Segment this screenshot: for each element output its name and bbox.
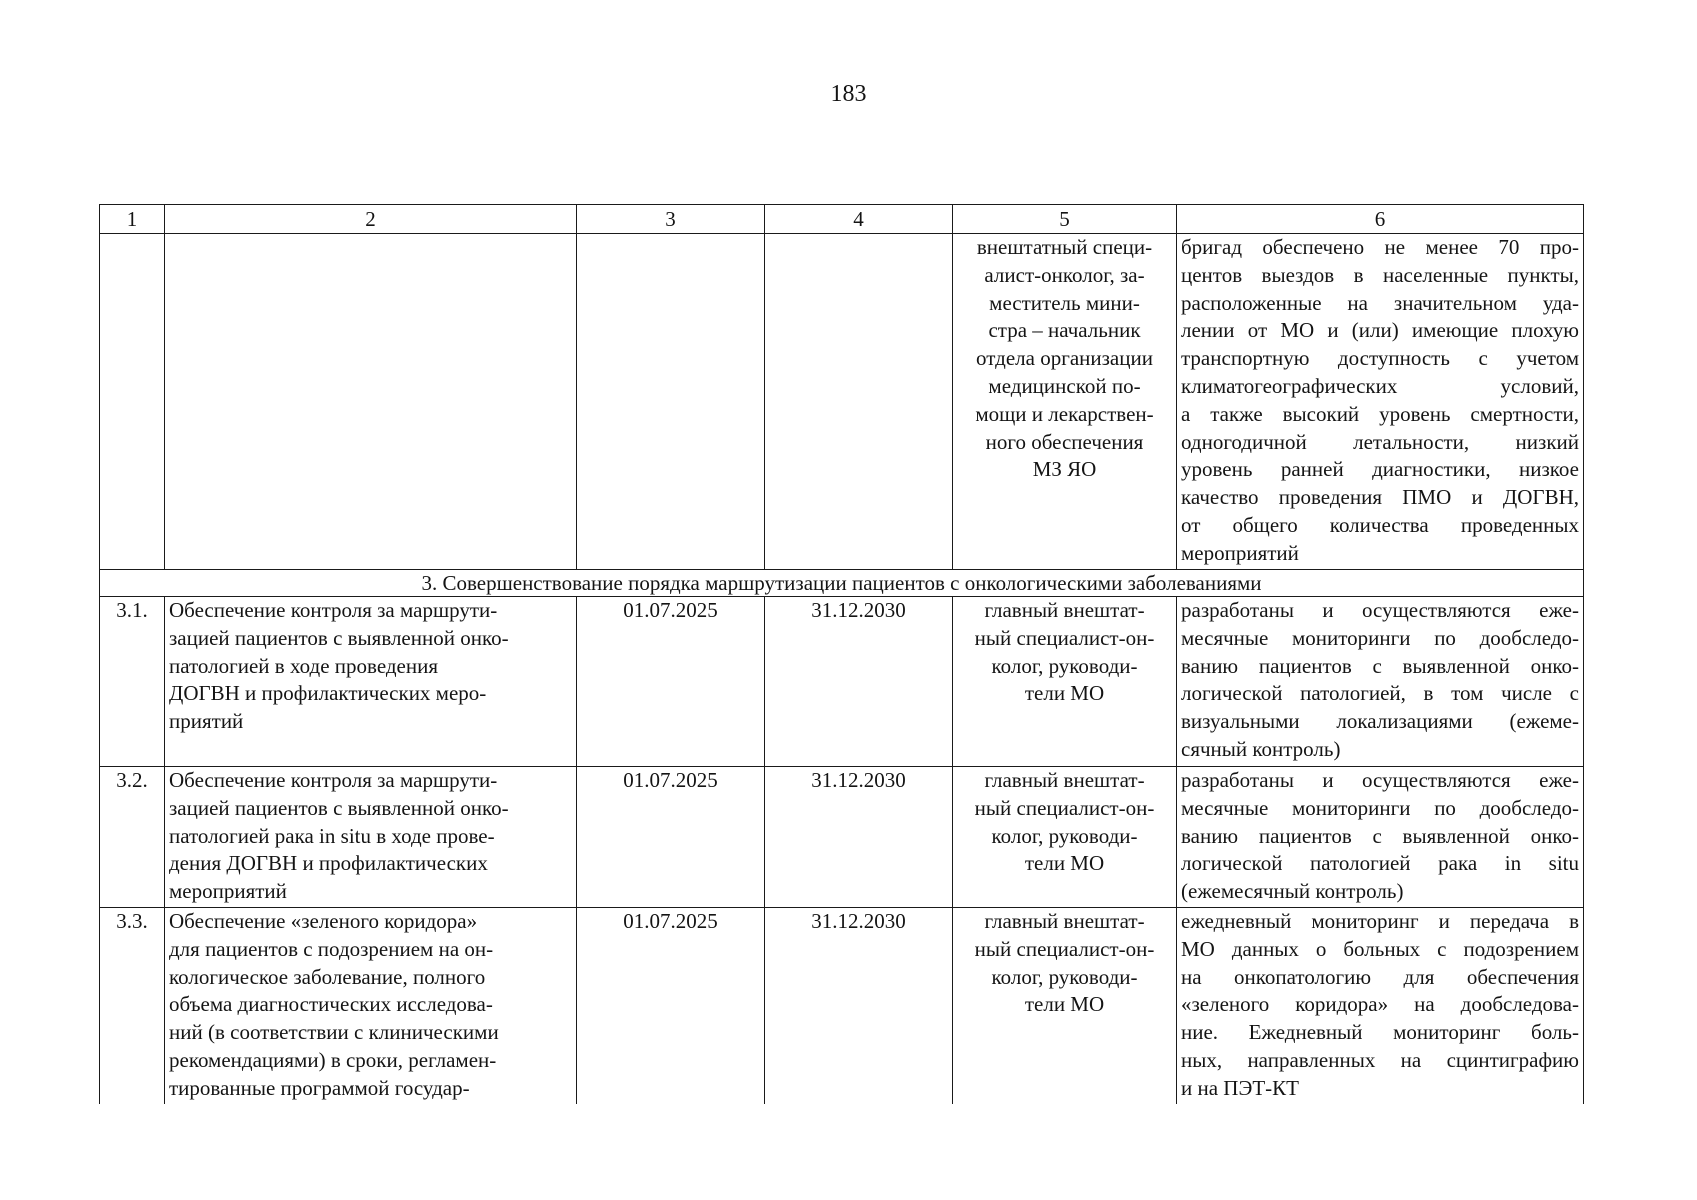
- cell-text-line: тированные программой государ-: [169, 1075, 470, 1100]
- row-start-date: 01.07.2025: [577, 908, 765, 1104]
- cell-text-line: тели МО: [1024, 681, 1105, 706]
- cell-text-line: транспортную доступность с учетом: [1181, 346, 1579, 371]
- cell-text-line: Обеспечение контроля за маршрути-: [169, 598, 498, 622]
- cell-text-line: рекомендациями) в сроки, регламен-: [169, 1047, 497, 1072]
- cell-text-line: кологическое заболевание, полного: [169, 964, 486, 989]
- row-end-date: 31.12.2030: [765, 908, 953, 1104]
- continuation-cell-result: [1177, 234, 1584, 570]
- cell-text-line: одногодичной летальности, низкий: [1181, 429, 1579, 454]
- cell-text-line: тели МО: [1024, 992, 1105, 1017]
- row-measure: [165, 597, 577, 767]
- row-end-date: 31.12.2030: [765, 767, 953, 908]
- row-responsible: [953, 767, 1177, 908]
- row-result: [1177, 767, 1584, 908]
- column-number-1: 1: [100, 205, 165, 234]
- cell-text-line: «зеленого коридора» на дообследова-: [1181, 992, 1579, 1017]
- cell-text-line: ного обеспечения: [985, 429, 1144, 454]
- cell-text-line: лении от МО и (или) имеющие плохую: [1181, 318, 1579, 343]
- cell-text-line: ный специалист-он-: [974, 625, 1155, 650]
- continuation-cell-num: [100, 234, 165, 570]
- cell-text-line: алист-онколог, за-: [984, 262, 1145, 287]
- cell-text-line: медицинской по-: [988, 373, 1141, 398]
- row-number: 3.3.: [100, 908, 165, 1104]
- cell-text-line: патологией в ходе проведения: [169, 653, 439, 678]
- cell-text-line: объема диагностических исследова-: [169, 992, 493, 1017]
- cell-text-line: Обеспечение контроля за маршрути-: [169, 768, 498, 792]
- cell-text-line: Обеспечение «зеленого коридора»: [169, 909, 478, 933]
- column-number-3: 3: [577, 205, 765, 234]
- cell-text-line: тели МО: [1024, 851, 1105, 876]
- cell-text-line: климатогеографических условий,: [1181, 373, 1579, 398]
- continuation-cell-responsible: [953, 234, 1177, 570]
- cell-text-line: ванию пациентов с выявленной онко-: [1181, 823, 1579, 848]
- column-number-4: 4: [765, 205, 953, 234]
- cell-text-line: главный внештат-: [984, 909, 1145, 933]
- cell-text-line: зацией пациентов с выявленной онко-: [169, 625, 509, 650]
- table-row: [100, 597, 1584, 767]
- cell-text-line: отдела организации: [976, 346, 1153, 371]
- section-row: [100, 570, 1584, 597]
- cell-text-line: на онкопатологию для обеспечения: [1181, 964, 1579, 989]
- cell-text-line: мероприятий: [1181, 540, 1299, 565]
- cell-text-line: (ежемесячный контроль): [1181, 879, 1404, 904]
- table-row: [100, 908, 1584, 1104]
- cell-text-line: главный внештат-: [984, 768, 1145, 792]
- cell-text-line: патологией рака in situ в ходе прове-: [169, 823, 495, 848]
- row-number: 3.1.: [100, 597, 165, 767]
- row-start-date: 01.07.2025: [577, 597, 765, 767]
- cell-text-line: бригад обеспечено не менее 70 про-: [1181, 235, 1579, 259]
- cell-text-line: для пациентов с подозрением на он-: [169, 936, 494, 961]
- table-row: [100, 767, 1584, 908]
- cell-text-line: МЗ ЯО: [1032, 457, 1097, 482]
- cell-text-line: ный специалист-он-: [974, 795, 1155, 820]
- document-table: [99, 204, 1584, 1104]
- cell-text-line: мощи и лекарствен-: [975, 401, 1154, 426]
- cell-text-line: а также высокий уровень смертности,: [1181, 401, 1579, 426]
- row-responsible: [953, 597, 1177, 767]
- cell-text-line: колог, руководи-: [991, 653, 1138, 678]
- cell-text-line: сячный контроль): [1181, 736, 1341, 761]
- page-number: 183: [830, 81, 867, 107]
- section-title: 3. Совершенствование порядка маршрутизации пациентов с онкологическими заболеваниями: [100, 570, 1584, 597]
- cell-text-line: ежедневный мониторинг и передача в: [1181, 909, 1579, 933]
- cell-text-line: стра – начальник: [988, 318, 1141, 343]
- row-end-date: 31.12.2030: [765, 597, 953, 767]
- cell-text-line: логической патологией рака in situ: [1181, 851, 1579, 876]
- cell-text-line: ний (в соответствии с клиническими: [169, 1020, 499, 1045]
- cell-text-line: меститель мини-: [989, 290, 1140, 315]
- cell-text-line: месячные мониторинги по дообследо-: [1181, 625, 1579, 650]
- cell-text-line: от общего количества проведенных: [1181, 512, 1579, 537]
- row-measure: [165, 908, 577, 1104]
- row-number: 3.2.: [100, 767, 165, 908]
- cell-text-line: зацией пациентов с выявленной онко-: [169, 795, 509, 820]
- row-start-date: 01.07.2025: [577, 767, 765, 908]
- cell-text-line: внештатный специ-: [976, 235, 1153, 259]
- cell-text-line: главный внештат-: [984, 598, 1145, 622]
- column-number-6: 6: [1177, 205, 1584, 234]
- cell-text-line: ных, направленных на сцинтиграфию: [1181, 1047, 1579, 1072]
- cell-text-line: ный специалист-он-: [974, 936, 1155, 961]
- table-header-row: [100, 205, 1584, 234]
- continuation-cell-end: [765, 234, 953, 570]
- cell-text-line: визуальными локализациями (ежеме-: [1181, 709, 1579, 734]
- cell-text-line: и на ПЭТ-КТ: [1181, 1075, 1299, 1100]
- cell-text-line: логической патологией, в том числе с: [1181, 681, 1579, 706]
- cell-text-line: ние. Ежедневный мониторинг боль-: [1181, 1020, 1579, 1045]
- cell-text-line: мероприятий: [169, 879, 287, 904]
- continuation-row: [100, 234, 1584, 570]
- cell-text-line: месячные мониторинги по дообследо-: [1181, 795, 1579, 820]
- cell-text-line: качество проведения ПМО и ДОГВН,: [1181, 485, 1579, 510]
- cell-text-line: дения ДОГВН и профилактических: [169, 851, 488, 876]
- cell-text-line: разработаны и осуществляются еже-: [1181, 598, 1579, 622]
- row-result: [1177, 908, 1584, 1104]
- cell-text-line: ванию пациентов с выявленной онко-: [1181, 653, 1579, 678]
- cell-text-line: колог, руководи-: [991, 823, 1138, 848]
- row-responsible: [953, 908, 1177, 1104]
- row-measure: [165, 767, 577, 908]
- cell-text-line: МО данных о больных с подозрением: [1181, 936, 1579, 961]
- column-number-5: 5: [953, 205, 1177, 234]
- cell-text-line: расположенные на значительном уда-: [1181, 290, 1579, 315]
- cell-text-line: ДОГВН и профилактических меро-: [169, 681, 487, 706]
- cell-text-line: колог, руководи-: [991, 964, 1138, 989]
- continuation-cell-measure: [165, 234, 577, 570]
- cell-text-line: разработаны и осуществляются еже-: [1181, 768, 1579, 792]
- continuation-cell-start: [577, 234, 765, 570]
- cell-text-line: центов выездов в населенные пункты,: [1181, 262, 1579, 287]
- cell-text-line: приятий: [169, 709, 244, 734]
- row-result: [1177, 597, 1584, 767]
- column-number-2: 2: [165, 205, 577, 234]
- cell-text-line: уровень ранней диагностики, низкое: [1181, 457, 1579, 482]
